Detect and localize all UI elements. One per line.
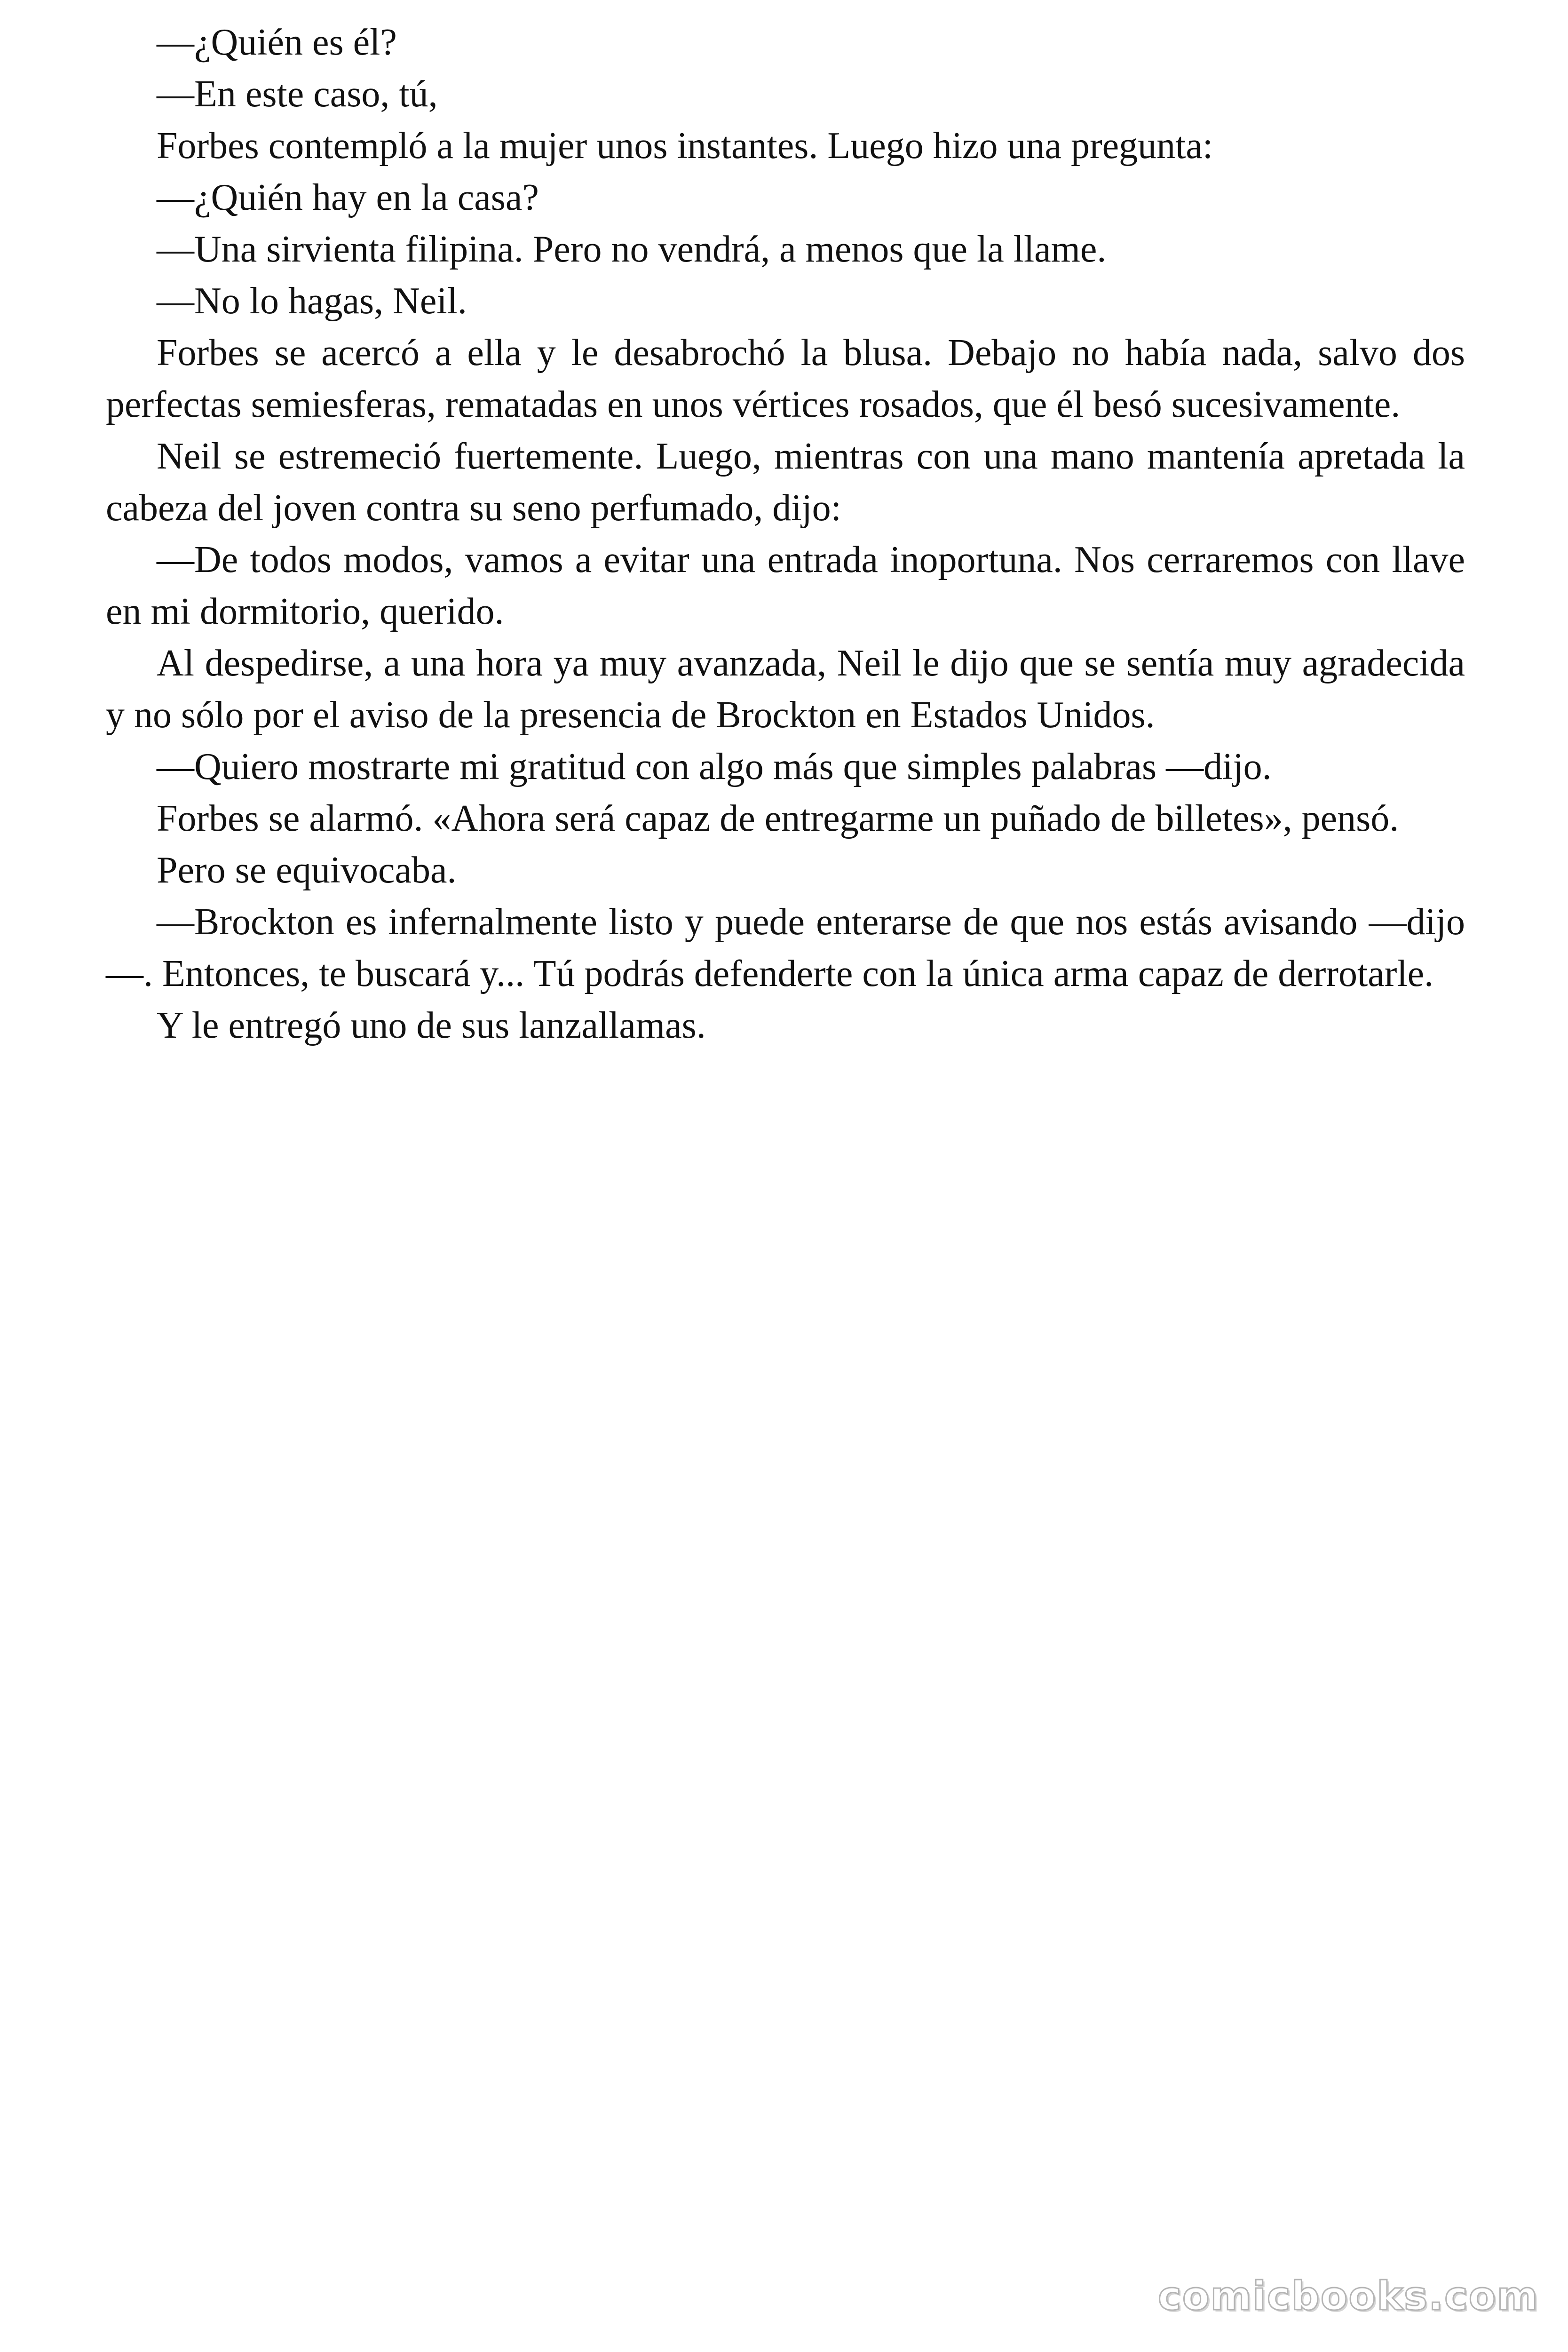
paragraph: Al despedirse, a una hora ya muy avanzada, Neil le dijo que se sentía muy agradecida y no sólo por el aviso de la presencia de Brockton en Estados Unidos. (106, 643, 1465, 736)
paragraph: Y le entregó uno de sus lanzallamas. (157, 1005, 706, 1046)
paragraph: —¿Quién hay en la casa? (157, 177, 539, 218)
paragraph: —No lo hagas, Neil. (157, 280, 467, 322)
book-page (106, 16, 1465, 1051)
paragraph: Neil se estremeció fuertemente. Luego, mientras con una mano mantenía apretada la cabeza del joven contra su seno perfumado, dijo: (106, 436, 1465, 529)
paragraph: —Brockton es infernalmente listo y puede enterarse de que nos estás avisando —dijo—. Entonces, te buscará y... Tú podrás defenderte con la única arma capaz de derrotarle. (106, 901, 1465, 994)
paragraph: Forbes contempló a la mujer unos instantes. Luego hizo una pregunta: (157, 125, 1213, 167)
paragraph: Forbes se acercó a ella y le desabrochó la blusa. Debajo no había nada, salvo dos perfectas semiesferas, rematadas en unos vértices rosados, que él besó sucesivamente. (106, 332, 1465, 425)
paragraph: —En este caso, tú, (157, 73, 438, 115)
paragraph: —Una sirvienta filipina. Pero no vendrá, a menos que la llame. (157, 229, 1107, 270)
paragraph: Pero se equivocaba. (157, 850, 457, 891)
paragraph: —Quiero mostrarte mi gratitud con algo más que simples palabras —dijo. (157, 746, 1272, 787)
paragraph: Forbes se alarmó. «Ahora será capaz de entregarme un puñado de billetes», pensó. (157, 798, 1399, 839)
paragraph: —De todos modos, vamos a evitar una entrada inoportuna. Nos cerraremos con llave en mi dormitorio, querido. (106, 539, 1465, 632)
paragraph: —¿Quién es él? (157, 22, 397, 63)
site-watermark: comicbooks.com (1158, 2273, 1539, 2319)
